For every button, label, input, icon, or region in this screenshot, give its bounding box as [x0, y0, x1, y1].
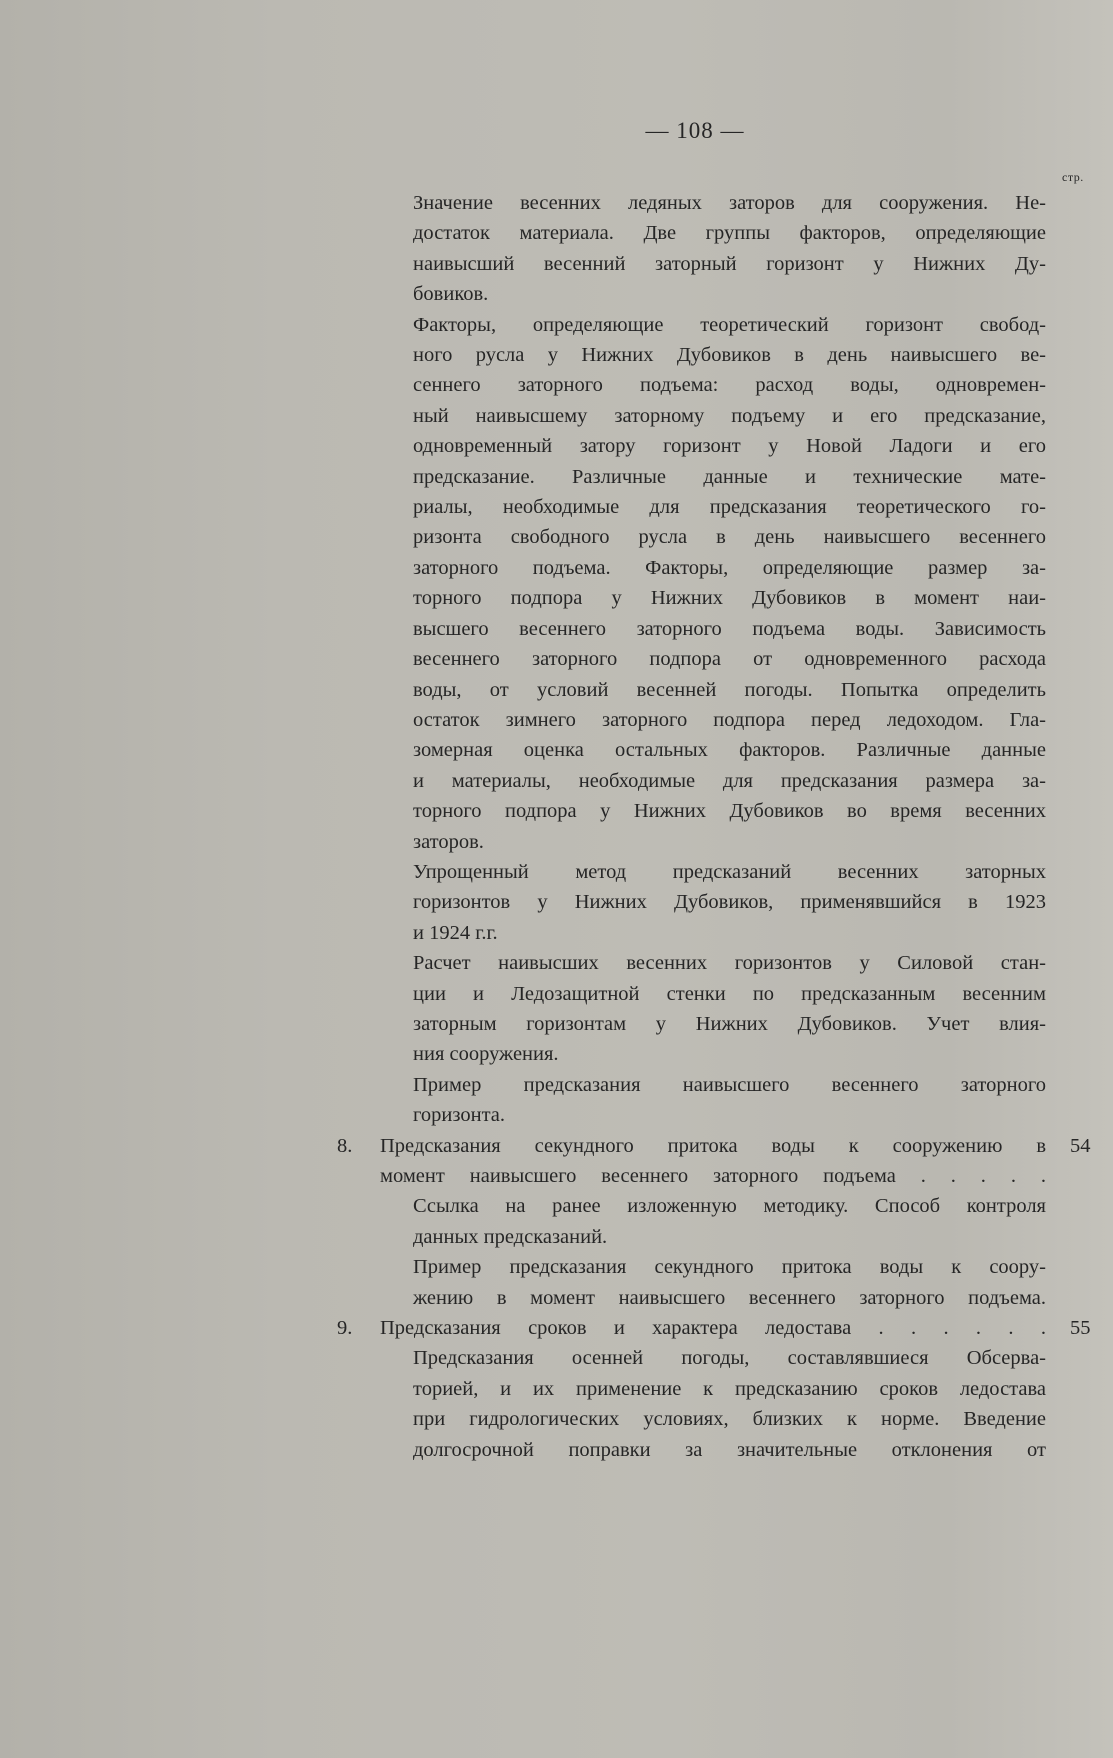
text-line: заторов.	[413, 830, 484, 853]
text-line: Расчет наивысших весенних горизонтов у Силовой стан-	[413, 952, 1046, 975]
text-line: достаток материала. Две группы факторов, определяющие	[413, 222, 1046, 245]
toc-item-8	[337, 1131, 1091, 1192]
page-column-label: стр.	[1062, 170, 1084, 184]
text-line: ного русла у Нижних Дубовиков в день наивысшего ве-	[413, 344, 1046, 367]
text-line: Пример предсказания секундного притока воды к соору-	[413, 1256, 1046, 1279]
toc-paragraph	[413, 1070, 1046, 1131]
text-line: ции и Ледозащитной стенки по предсказанным весенним	[413, 982, 1046, 1005]
text-line: заторным горизонтам у Нижних Дубовиков. Учет влия-	[413, 1012, 1046, 1035]
text-line: ризонта свободного русла в день наивысшего весеннего	[413, 526, 1046, 549]
text-line: Значение весенних ледяных заторов для сооружения. Не-	[413, 192, 1046, 214]
toc-subparagraph	[413, 1343, 1046, 1465]
text-line: Предсказания осенней погоды, составлявшиеся Обсерва-	[413, 1347, 1046, 1370]
text-line: риалы, необходимые для предсказания теоретического го-	[413, 496, 1046, 519]
page-number: — 108 —	[645, 118, 745, 143]
text-line: наивысший весенний заторный горизонт у Нижних Ду-	[413, 252, 1046, 275]
toc-item-page: 55	[1070, 1317, 1091, 1340]
toc-paragraph	[413, 188, 1046, 310]
text-line: при гидрологических условиях, близких к норме. Введение	[413, 1408, 1046, 1431]
text-line: весеннего заторного подпора от одновременного расхода	[413, 648, 1046, 671]
text-line: торного подпора у Нижних Дубовиков во время весенних	[413, 800, 1046, 823]
text-line: торного подпора у Нижних Дубовиков в момент наи-	[413, 587, 1046, 610]
text-line: и материалы, необходимые для предсказания размера за-	[413, 769, 1046, 792]
text-line: Пример предсказания наивысшего весеннего заторного	[413, 1073, 1046, 1096]
toc-item-page: 54	[1070, 1134, 1091, 1157]
text-line: Упрощенный метод предсказаний весенних заторных	[413, 860, 1046, 883]
text-line: Ссылка на ранее изложенную методику. Способ контроля	[413, 1195, 1046, 1218]
toc-paragraph	[413, 948, 1046, 1070]
text-line: и 1924 г.г.	[413, 921, 498, 944]
text-line: остаток зимнего заторного подпора перед ледоходом. Гла-	[413, 708, 1046, 731]
table-of-contents	[0, 188, 1113, 1465]
text-line: сеннего заторного подъема: расход воды, одновремен-	[413, 374, 1046, 397]
text-line: горизонтов у Нижних Дубовиков, применявшийся в 1923	[413, 891, 1046, 914]
toc-item-9	[337, 1313, 1091, 1343]
text-line: Факторы, определяющие теоретический горизонт свобод-	[413, 313, 1046, 336]
toc-item-number: 9.	[337, 1317, 353, 1340]
text-line: долгосрочной поправки за значительные отклонения от	[413, 1438, 1046, 1461]
toc-subparagraph	[413, 1252, 1046, 1313]
text-line: воды, от условий весенней погоды. Попытка определить	[413, 678, 1046, 701]
text-line: жению в момент наивысшего весеннего заторного подъема.	[413, 1286, 1046, 1309]
text-line: данных предсказаний.	[413, 1225, 608, 1248]
text-line: горизонта.	[413, 1104, 505, 1127]
toc-paragraph	[413, 310, 1046, 857]
text-line: одновременный затору горизонт у Новой Ладоги и его	[413, 435, 1046, 458]
toc-subparagraph	[413, 1191, 1046, 1252]
toc-item-title-line: Предсказания сроков и характера ледостава . . . . . .	[380, 1317, 1046, 1340]
text-line: заторного подъема. Факторы, определяющие размер за-	[413, 556, 1046, 579]
text-line: высшего весеннего заторного подъема воды. Зависимость	[413, 617, 1046, 640]
text-line: бовиков.	[413, 283, 489, 306]
toc-item-title-line: момент наивысшего весеннего заторного подъема . . . . .	[380, 1165, 1046, 1187]
toc-paragraph	[413, 857, 1046, 948]
toc-item-number: 8.	[337, 1134, 353, 1157]
text-line: ния сооружения.	[413, 1043, 559, 1066]
toc-item-title-line: Предсказания секундного притока воды к сооружению в	[380, 1134, 1046, 1157]
text-line: ный наивысшему заторному подъему и его предсказание,	[413, 404, 1046, 427]
text-line: торией, и их применение к предсказанию сроков ледостава	[413, 1377, 1046, 1400]
text-line: зомерная оценка остальных факторов. Различные данные	[413, 739, 1046, 762]
text-line: предсказание. Различные данные и технические мате-	[413, 465, 1046, 488]
